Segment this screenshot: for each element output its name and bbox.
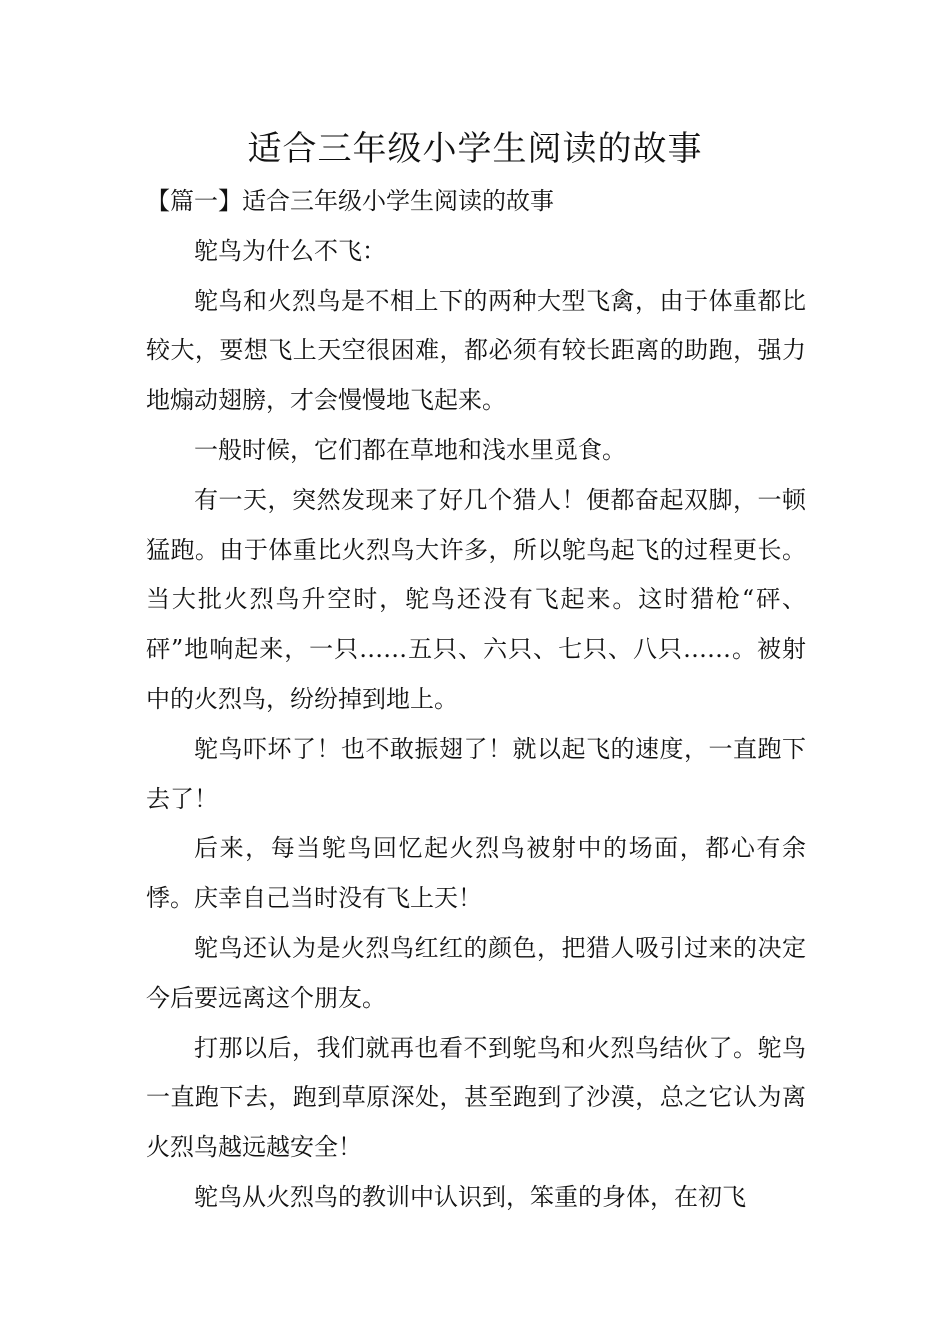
- paragraph: 打那以后，我们就再也看不到鸵鸟和火烈鸟结伙了。鸵鸟一直跑下去，跑到草原深处，甚至跑到了沙漠，总之它认为离火烈鸟越远越安全！: [146, 1033, 806, 1162]
- paragraph: 鸵鸟还认为是火烈鸟红红的颜色，把猎人吸引过来的决定今后要远离这个朋友。: [146, 933, 806, 1012]
- paragraph: 鸵鸟和火烈鸟是不相上下的两种大型飞禽，由于体重都比较大，要想飞上天空很困难，都必须有较长距离的助跑，强力地煽动翅膀，才会慢慢地飞起来。: [146, 286, 806, 415]
- paragraph: 鸵鸟从火烈鸟的教训中认识到，笨重的身体，在初飞: [194, 1182, 746, 1211]
- paragraph: 一般时候，它们都在草地和浅水里觅食。: [194, 435, 626, 464]
- document-body: [146, 177, 806, 1223]
- paragraph: 有一天，突然发现来了好几个猎人！便都奋起双脚，一顿猛跑。由于体重比火烈鸟大许多，所以鸵鸟起飞的过程更长。当大批火烈鸟升空时，鸵鸟还没有飞起来。这时猎枪“砰、砰”地响起来，一只……五只、六只、七只、八只……。被射中的火烈鸟，纷纷掉到地上。: [146, 485, 806, 713]
- document-title: 适合三年级小学生阅读的故事: [247, 129, 703, 169]
- paragraph: 鸵鸟吓坏了！也不敢振翅了！就以起飞的速度，一直跑下去了！: [146, 734, 806, 813]
- story-subtitle: 鸵鸟为什么不飞：: [194, 236, 386, 265]
- section-heading: 【篇一】适合三年级小学生阅读的故事: [146, 187, 554, 215]
- paragraph: 后来，每当鸵鸟回忆起火烈鸟被射中的场面，都心有余悸。庆幸自己当时没有飞上天！: [146, 834, 806, 913]
